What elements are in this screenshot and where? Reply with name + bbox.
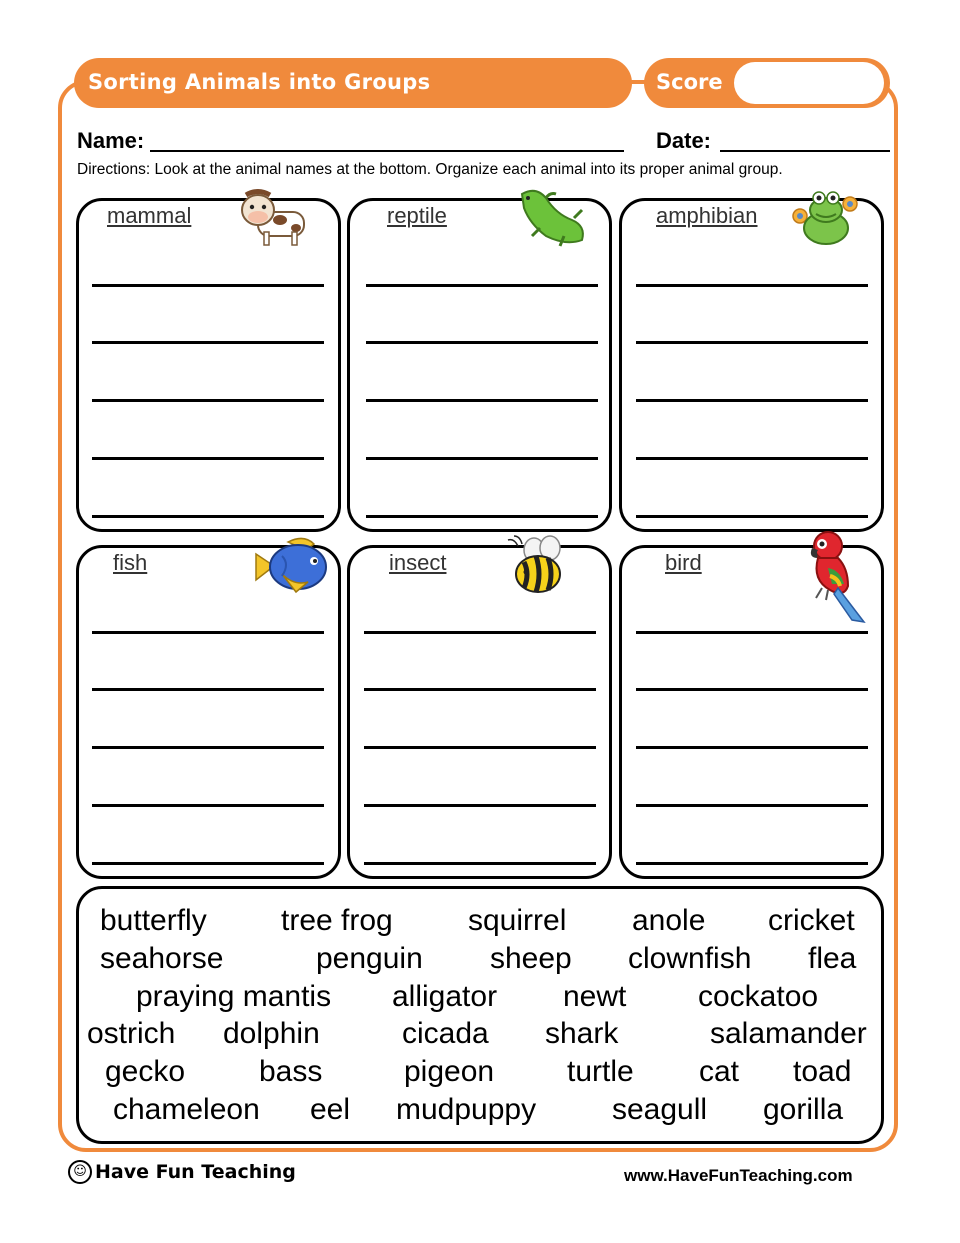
answer-line-insect[interactable]	[364, 631, 596, 634]
lizard-icon	[516, 184, 592, 250]
group-label-bird: bird	[665, 550, 702, 575]
brand-name: Have Fun Teaching	[95, 1161, 296, 1183]
word-bank-item: turtle	[567, 1055, 634, 1088]
word-bank-item: ostrich	[87, 1017, 176, 1050]
word-bank-item: dolphin	[223, 1017, 320, 1050]
parrot-icon	[808, 528, 870, 626]
group-label-amphibian: amphibian	[656, 203, 758, 228]
group-box-insect	[347, 545, 612, 879]
word-bank-item: clownfish	[628, 942, 752, 975]
word-bank-item: gorilla	[763, 1093, 844, 1126]
word-bank-item: eel	[310, 1093, 351, 1126]
directions-text: Directions: Look at the animal names at the bottom. Organize each animal into its proper animal group.	[77, 161, 783, 178]
score-label: Score	[656, 70, 723, 94]
answer-line-insect[interactable]	[364, 688, 596, 691]
website-link[interactable]: www.HaveFunTeaching.com	[624, 1166, 853, 1185]
answer-line-amphibian[interactable]	[636, 515, 868, 518]
word-bank-item: cat	[699, 1055, 740, 1088]
word-bank-item: toad	[793, 1055, 852, 1088]
answer-line-bird[interactable]	[636, 862, 868, 865]
bee-icon	[504, 534, 570, 596]
group-label-mammal: mammal	[107, 203, 192, 228]
answer-line-mammal[interactable]	[92, 515, 324, 518]
word-bank-item: squirrel	[468, 904, 567, 937]
answer-line-reptile[interactable]	[366, 457, 598, 460]
answer-line-bird[interactable]	[636, 804, 868, 807]
word-bank-item: tree frog	[281, 904, 393, 937]
worksheet-title: Sorting Animals into Groups	[88, 70, 431, 94]
word-bank-item: newt	[563, 980, 627, 1013]
date-label: Date:	[656, 128, 712, 153]
answer-line-amphibian[interactable]	[636, 457, 868, 460]
answer-line-fish[interactable]	[92, 746, 324, 749]
group-label-fish: fish	[113, 550, 148, 575]
answer-line-reptile[interactable]	[366, 399, 598, 402]
word-bank-item: chameleon	[113, 1093, 260, 1126]
word-bank-item: penguin	[316, 942, 423, 975]
answer-line-fish[interactable]	[92, 688, 324, 691]
answer-line-insect[interactable]	[364, 862, 596, 865]
word-bank-item: mudpuppy	[396, 1093, 537, 1126]
fish-icon	[252, 534, 332, 598]
brand-logo	[68, 1160, 296, 1184]
word-bank-item: bass	[259, 1055, 323, 1088]
answer-line-bird[interactable]	[636, 688, 868, 691]
answer-line-mammal[interactable]	[92, 399, 324, 402]
word-bank-item: anole	[632, 904, 706, 937]
word-bank-item: praying mantis	[136, 980, 332, 1013]
name-field[interactable]	[150, 150, 624, 152]
answer-line-reptile[interactable]	[366, 341, 598, 344]
word-bank-item: cockatoo	[698, 980, 819, 1013]
group-box-amphibian	[619, 198, 884, 532]
word-bank-item: sheep	[490, 942, 572, 975]
cow-icon	[236, 186, 312, 252]
answer-line-amphibian[interactable]	[636, 399, 868, 402]
answer-line-amphibian[interactable]	[636, 341, 868, 344]
answer-line-fish[interactable]	[92, 804, 324, 807]
word-bank-item: butterfly	[100, 904, 207, 937]
date-field[interactable]	[720, 150, 890, 152]
word-bank-item: shark	[545, 1017, 619, 1050]
group-label-reptile: reptile	[387, 203, 447, 228]
word-bank-item: pigeon	[404, 1055, 495, 1088]
word-bank-item: seahorse	[100, 942, 224, 975]
word-bank-item: seagull	[612, 1093, 708, 1126]
word-bank-item: cricket	[768, 904, 855, 937]
answer-line-mammal[interactable]	[92, 284, 324, 287]
answer-line-bird[interactable]	[636, 631, 868, 634]
answer-line-reptile[interactable]	[366, 284, 598, 287]
word-bank-item: gecko	[105, 1055, 186, 1088]
word-bank-item: salamander	[710, 1017, 867, 1050]
answer-line-mammal[interactable]	[92, 341, 324, 344]
answer-line-amphibian[interactable]	[636, 284, 868, 287]
score-field[interactable]	[734, 62, 884, 104]
answer-line-mammal[interactable]	[92, 457, 324, 460]
brand-icon: ☺	[68, 1160, 92, 1184]
answer-line-insect[interactable]	[364, 746, 596, 749]
word-bank-item: alligator	[392, 980, 498, 1013]
answer-line-insect[interactable]	[364, 804, 596, 807]
word-bank-item: cicada	[402, 1017, 489, 1050]
answer-line-reptile[interactable]	[366, 515, 598, 518]
answer-line-bird[interactable]	[636, 746, 868, 749]
word-bank-item: flea	[808, 942, 857, 975]
name-label: Name:	[77, 128, 145, 153]
frog-icon	[788, 188, 864, 248]
answer-line-fish[interactable]	[92, 631, 324, 634]
answer-line-fish[interactable]	[92, 862, 324, 865]
group-label-insect: insect	[389, 550, 447, 575]
